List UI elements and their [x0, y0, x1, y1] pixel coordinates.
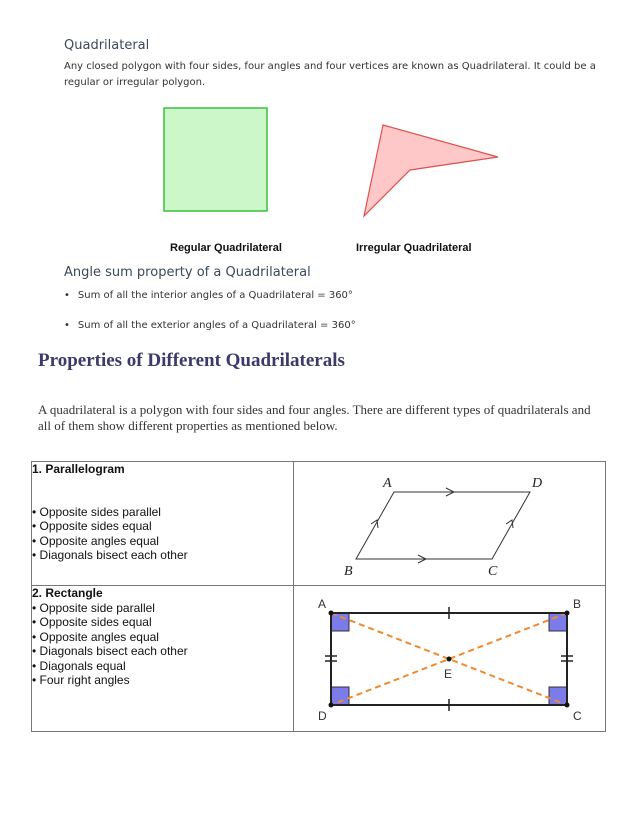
- right-angle-marker-b: [549, 613, 567, 631]
- list-item: • Diagonals bisect each other: [32, 644, 293, 659]
- vertex-point-b: [565, 611, 570, 616]
- irregular-quadrilateral-shape: [364, 125, 498, 216]
- vertex-label-a: A: [383, 476, 392, 491]
- parallelogram-shape: [356, 492, 530, 559]
- list-item: • Opposite sides parallel: [32, 505, 293, 520]
- parallelogram-title: 1. Parallelogram: [32, 462, 125, 476]
- angle-sum-item: • Sum of all the exterior angles of a Quadrilateral = 360°: [64, 318, 356, 348]
- list-item: • Opposite angles equal: [32, 630, 293, 645]
- quadrilateral-title: Quadrilateral: [64, 38, 150, 53]
- rectangle-figure-cell: [294, 586, 606, 732]
- parallelogram-cell: [32, 462, 294, 586]
- rectangle-diagram: [294, 586, 605, 726]
- vertex-label-d: D: [532, 476, 543, 491]
- vertex-label-b: B: [344, 564, 353, 579]
- vertex-label-c: C: [488, 564, 498, 579]
- regular-quadrilateral-label: Regular Quadrilateral: [170, 242, 282, 254]
- parallelogram-properties: [32, 505, 293, 563]
- list-item: • Opposite angles equal: [32, 534, 293, 549]
- vertex-point-d: [329, 703, 334, 708]
- irregular-quadrilateral-label: Irregular Quadrilateral: [356, 242, 472, 254]
- intersection-point-e: [447, 657, 452, 662]
- angle-sum-title: Angle sum property of a Quadrilateral: [64, 265, 311, 280]
- table-row: [32, 586, 606, 732]
- vertex-point-c: [565, 703, 570, 708]
- vertex-label-a: A: [318, 597, 327, 611]
- list-item: • Diagonals bisect each other: [32, 548, 293, 563]
- angle-sum-list: [64, 288, 356, 348]
- vertex-label-d: D: [318, 709, 327, 723]
- quadrilateral-description: Any closed polygon with four sides, four angles and four vertices are known as Quadrilateral. It could be a regular or irregular polygon.: [64, 61, 596, 88]
- list-item: • Opposite sides equal: [32, 615, 293, 630]
- list-item: • Four right angles: [32, 673, 293, 688]
- regular-quadrilateral-shape: [164, 108, 267, 211]
- list-item: • Diagonals equal: [32, 659, 293, 674]
- rectangle-cell: [32, 586, 294, 732]
- rectangle-title: 2. Rectangle: [32, 586, 103, 600]
- properties-table: [31, 461, 606, 732]
- table-row: [32, 462, 606, 586]
- list-item: • Opposite sides equal: [32, 519, 293, 534]
- angle-sum-item: • Sum of all the interior angles of a Quadrilateral = 360°: [64, 288, 356, 318]
- vertex-label-e: E: [444, 667, 453, 681]
- quadrilateral-intro: [64, 38, 604, 91]
- vertex-point-a: [329, 611, 334, 616]
- parallelogram-figure-cell: [294, 462, 606, 586]
- right-angle-marker-a: [331, 613, 349, 631]
- parallelogram-diagram: [294, 462, 605, 580]
- section-heading: Properties of Different Quadrilaterals: [38, 350, 345, 371]
- rectangle-properties: [32, 601, 293, 688]
- vertex-label-b: B: [573, 597, 582, 611]
- list-item: • Opposite side parallel: [32, 601, 293, 616]
- shape-figures: [0, 100, 638, 240]
- vertex-label-c: C: [573, 709, 582, 723]
- shape-examples: [0, 100, 638, 260]
- section-intro: A quadrilateral is a polygon with four sides and four angles. There are different types of quadrilaterals and all of them show different properties as mentioned below.: [38, 402, 591, 433]
